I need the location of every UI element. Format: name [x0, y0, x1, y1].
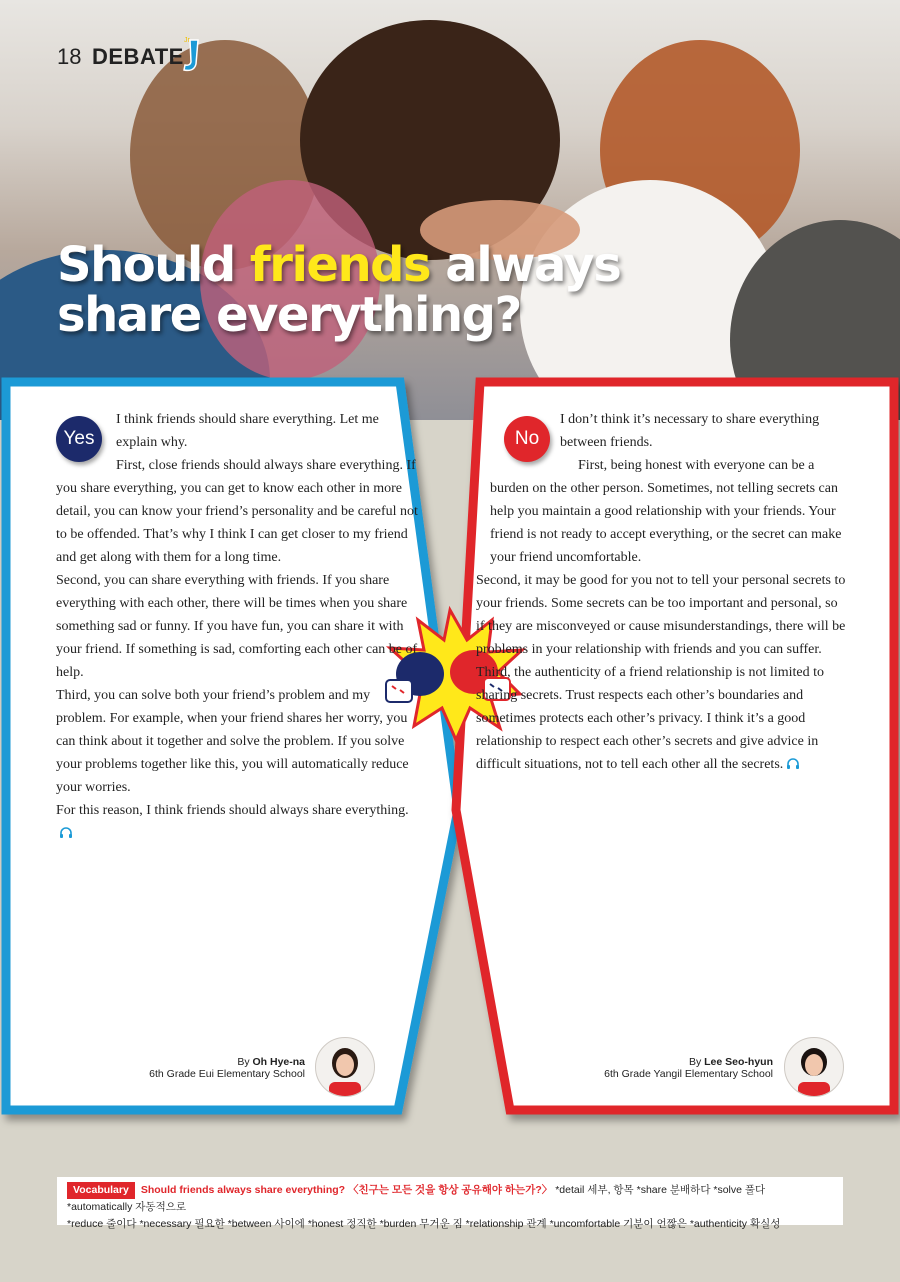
- yes-byline: [120, 1056, 305, 1080]
- headline-highlight: friends: [249, 237, 431, 293]
- no-author-prefix: By: [688, 1056, 705, 1068]
- no-author-avatar: [784, 1037, 844, 1097]
- no-byline: [590, 1056, 773, 1080]
- no-author-name: Lee Seo-hyun: [704, 1056, 773, 1068]
- yes-argument: [56, 408, 418, 845]
- headline-line2: share everything?: [57, 287, 521, 343]
- page-number: 18: [57, 44, 82, 69]
- yes-paragraph-second: Second, you can share everything with friends. If you share everything with each other, there will be times when you share something sad or funny. If you have fun, you can share it with your friend. If something is sad, comforting each other can be of help.: [56, 573, 418, 680]
- vocabulary-tag: Vocabulary: [67, 1182, 135, 1199]
- yes-author-school: 6th Grade Eui Elementary School: [149, 1068, 305, 1080]
- no-author-school: 6th Grade Yangil Elementary School: [604, 1068, 773, 1080]
- no-paragraph-second: Second, it may be good for you not to tell your personal secrets to your friends. Some secrets can be too important and personal, so if they are misconveyed or cause misunderstandings, there will be problems in your relationship with friends and you can suffer.: [476, 573, 846, 657]
- no-intro: I don’t think it’s necessary to share everything between friends.: [560, 412, 820, 450]
- yes-badge: Yes: [56, 416, 102, 462]
- vocabulary-line1: *detail 세부, 항목 *share 분배하다 *solve 풀다 *automatically 자동적으로: [67, 1184, 766, 1213]
- no-badge: No: [504, 416, 550, 462]
- section-title: DEBATE: [92, 44, 184, 69]
- headline-part2: always: [430, 237, 621, 293]
- yes-paragraph-first: First, close friends should always share everything. If you share everything, you can get to know each other in more detail, you can know your friend’s personality and be careful not to be offended. That’s why I think I can get closer to my friend and get along with them for a long time.: [56, 458, 418, 565]
- yes-author-photo: [316, 1038, 374, 1096]
- yes-author-prefix: By: [237, 1056, 253, 1068]
- headphones-icon: [786, 758, 800, 769]
- yes-intro: I think friends should share everything. Let me explain why.: [116, 412, 379, 450]
- no-paragraph-third-text: Third, the authenticity of a friend relationship is not limited to sharing secrets. Trust respects each other’s boundaries and sometimes protects each other’s privacy. I think it’s a good relationship to respect each other’s secrets and give advice in difficult situations, not to tell each other all the secrets.: [476, 665, 824, 772]
- no-paragraph-first: First, being honest with everyone can be a burden on the other person. Sometimes, not telling secrets can help you maintain a good relationship with your friends. Your friend is not ready to accept everything, or the secret can make your friend uncomfortable.: [490, 458, 842, 565]
- yes-paragraph-third: Third, you can solve both your friend’s problem and my problem. For example, when your friend shares her worry, you can think about it together and solve the problem. If you solve your problems together like this, you will automatically reduce your worries.: [56, 688, 409, 795]
- no-paragraph-third: [476, 661, 848, 776]
- no-author-photo: [785, 1038, 843, 1096]
- yes-conclusion-text: For this reason, I think friends should always share everything.: [56, 803, 409, 818]
- yes-author-name: Oh Hye-na: [252, 1056, 305, 1068]
- vocabulary-title: Should friends always share everything? 〈친구는 모든 것을 항상 공유해야 하는가?〉: [140, 1184, 553, 1196]
- vocabulary-line2: *reduce 줄이다 *necessary 필요한 *between 사이에 *honest 정직한 *burden 무거운 짐 *relationship 관계 *uncomfortable 기분이 언짢은 *authenticity 확실성: [67, 1218, 781, 1230]
- vocabulary-box: [57, 1177, 843, 1230]
- headphones-icon: [59, 827, 73, 838]
- no-argument: [476, 408, 848, 776]
- yes-author-avatar: [315, 1037, 375, 1097]
- yes-conclusion: [56, 799, 418, 845]
- headline-part1: Should: [57, 237, 250, 293]
- svg-text:Jr: Jr: [184, 37, 190, 44]
